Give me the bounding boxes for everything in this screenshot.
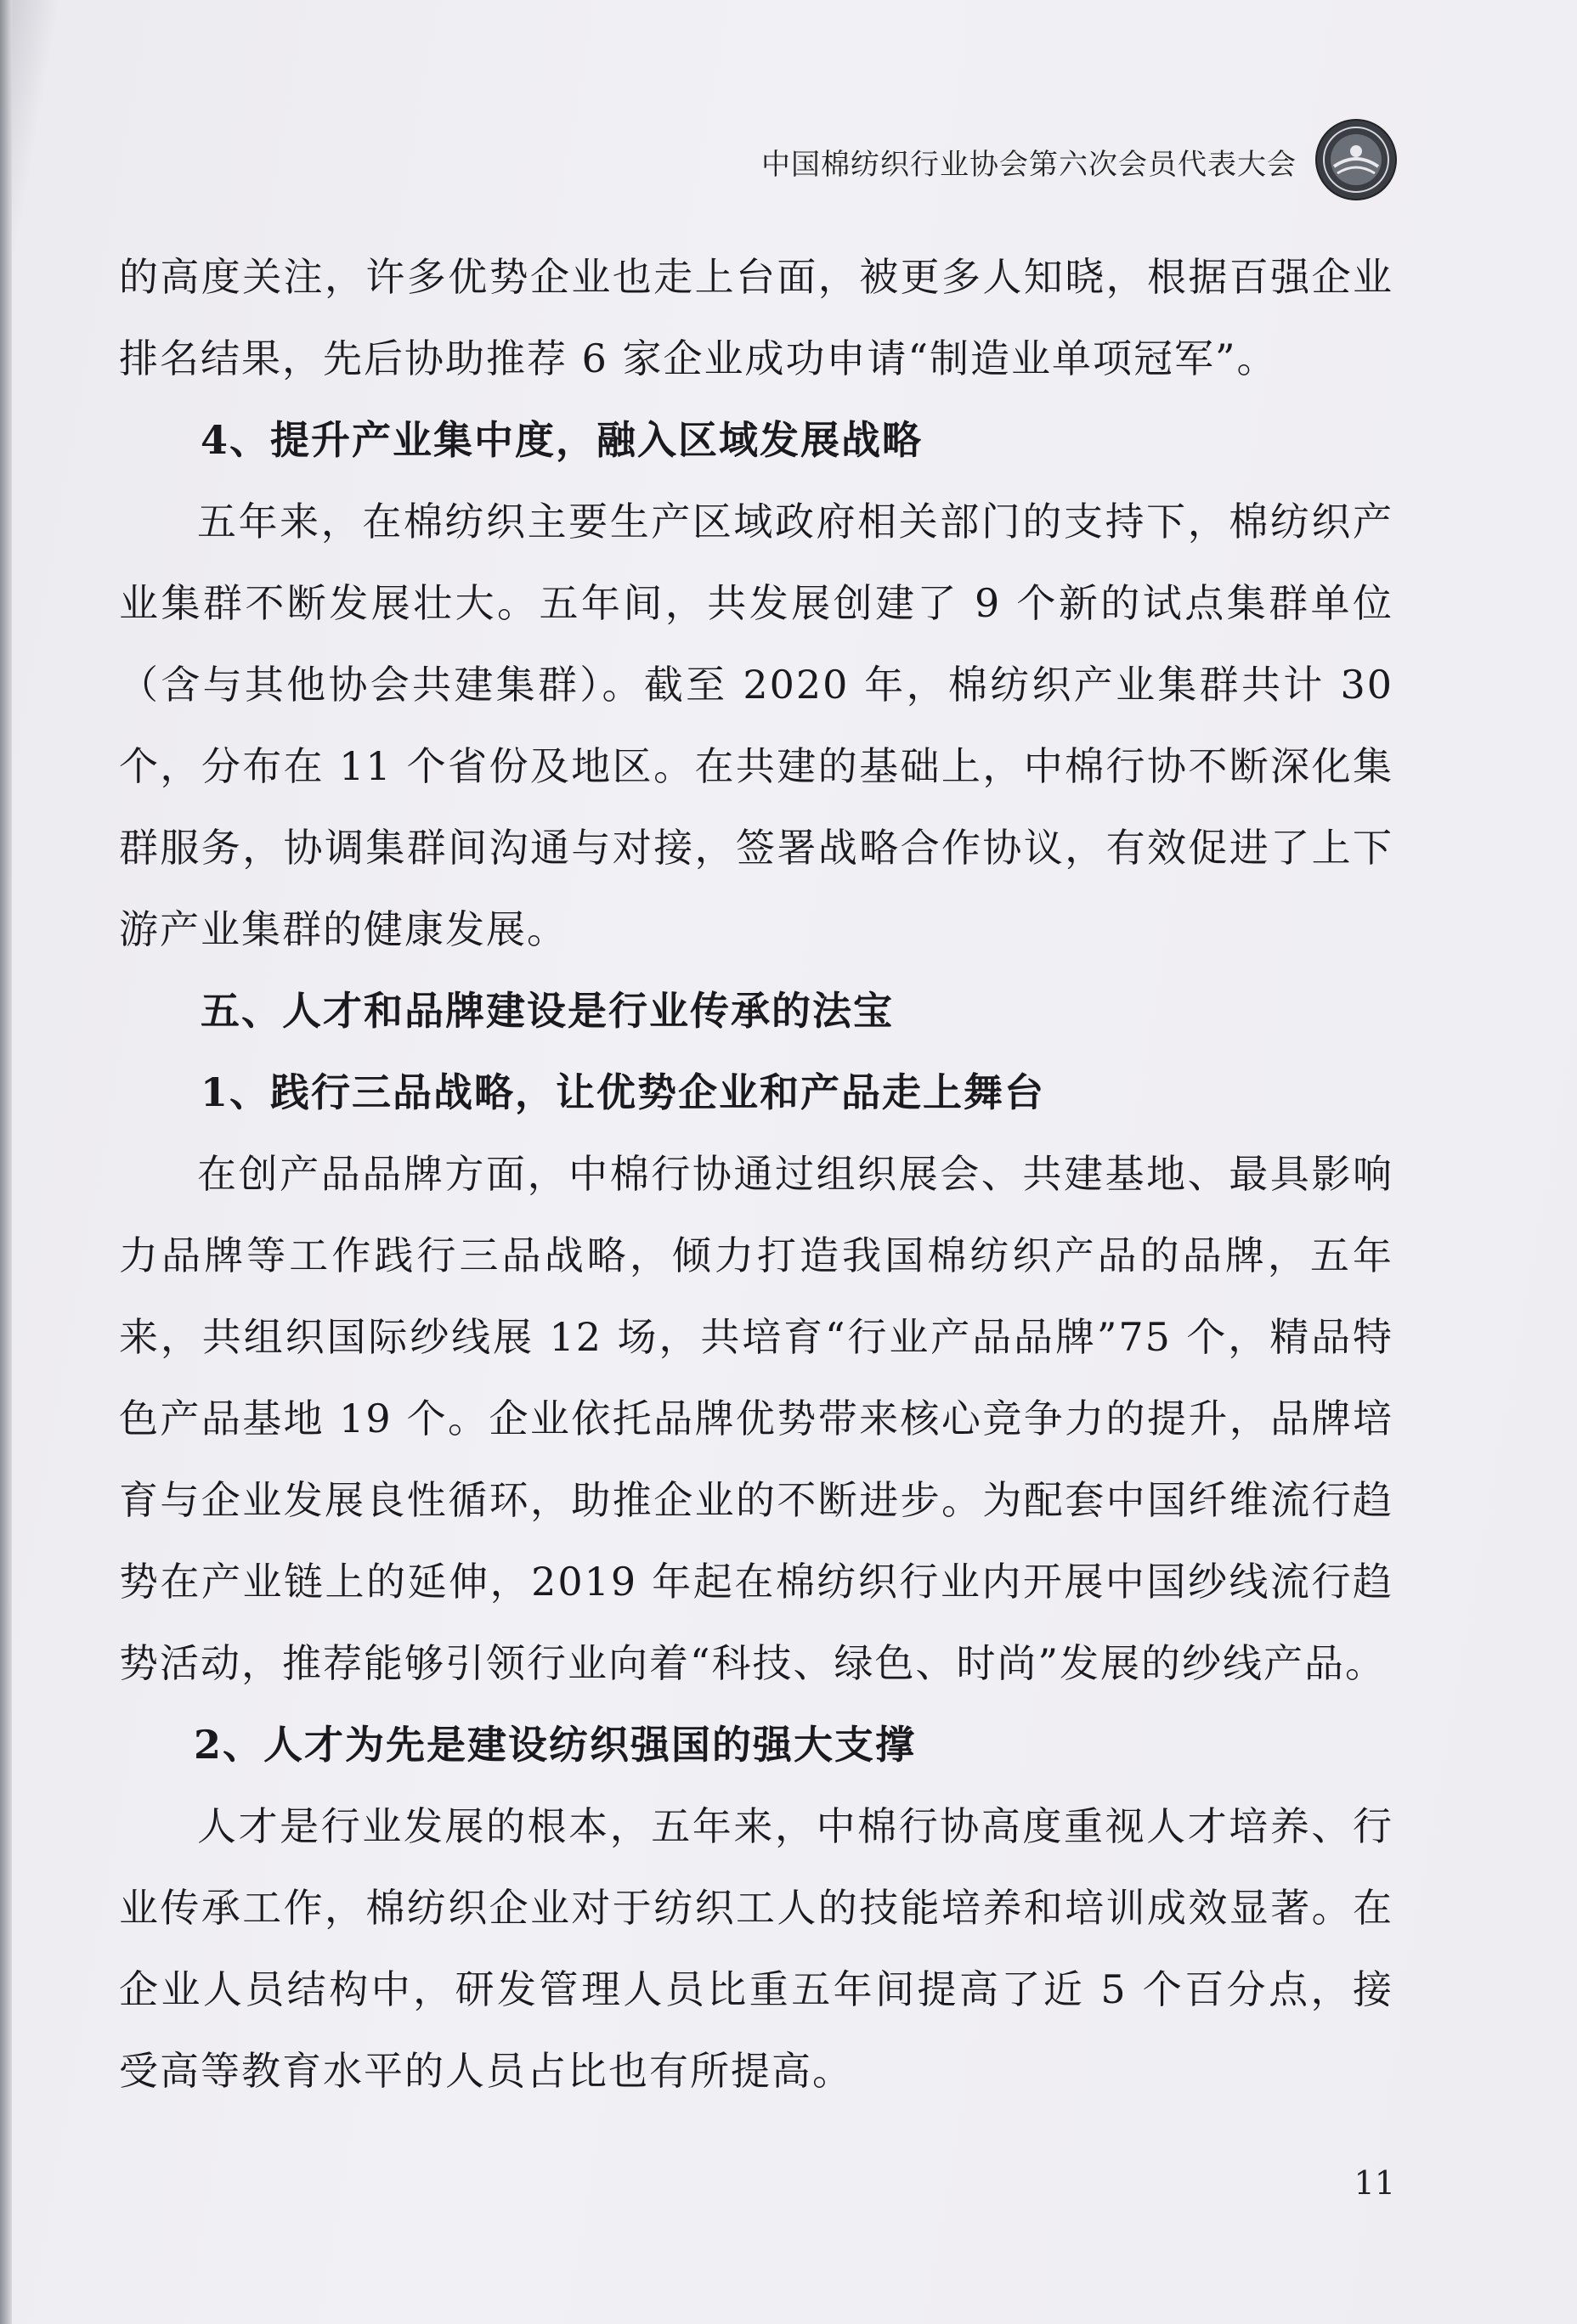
continued-paragraph: 的高度关注，许多优势企业也走上台面，被更多人知晓，根据百强企业排名结果，先后协助推荐 6 家企业成功申请“制造业单项冠军”。 <box>119 254 1393 381</box>
running-header-title: 中国棉纺织行业协会第六次会员代表大会 <box>761 148 1297 182</box>
page-binding-edge <box>0 0 12 2324</box>
subheading-1: 1、践行三品战略，让优势企业和产品走上舞台 <box>201 1069 1046 1115</box>
page-number: 11 <box>1354 2164 1395 2202</box>
paragraph-industry-clusters: 五年来，在棉纺织主要生产区域政府相关部门的支持下，棉纺织产业集群不断发展壮大。五年间，共发展创建了 9 个新的试点集群单位（含与其他协会共建集群）。截至 2020 年，棉纺织产业集群共计 30 个，分布在 11 个省份及地区。在共建的基础上，中棉行协不断深化集群服务，协调集群间沟通与对接，签署战略合作协议，有效促进了上下游产业集群的健康发展。 <box>119 499 1393 952</box>
page-body <box>119 236 1393 2112</box>
subheading-2: 2、人才为先是建设纺织强国的强大支撑 <box>194 1722 917 1768</box>
subheading-4: 4、提升产业集中度，融入区域发展战略 <box>201 417 924 463</box>
paragraph-talent: 人才是行业发展的根本，五年来，中棉行协高度重视人才培养、行业传承工作，棉纺织企业对于纺织工人的技能培养和培训成效显著。在企业人员结构中，研发管理人员比重五年间提高了近 5 个百分点，接受高等教育水平的人员占比也有所提高。 <box>119 1803 1393 2094</box>
association-seal-icon <box>1314 117 1399 202</box>
section-heading-5: 五、人才和品牌建设是行业传承的法宝 <box>201 988 894 1034</box>
paragraph-brand-building: 在创产品品牌方面，中棉行协通过组织展会、共建基地、最具影响力品牌等工作践行三品战略，倾力打造我国棉纺织产品的品牌，五年来，共组织国际纱线展 12 场，共培育“行业产品品牌”75 个，精品特色产品基地 19 个。企业依托品牌优势带来核心竞争力的提升，品牌培育与企业发展良性循环，助推企业的不断进步。为配套中国纤维流行趋势在产业链上的延伸，2019 年起在棉纺织行业内开展中国纱线流行趋势活动，推荐能够引领行业向着“科技、绿色、时尚”发展的纱线产品。 <box>119 1151 1393 1686</box>
